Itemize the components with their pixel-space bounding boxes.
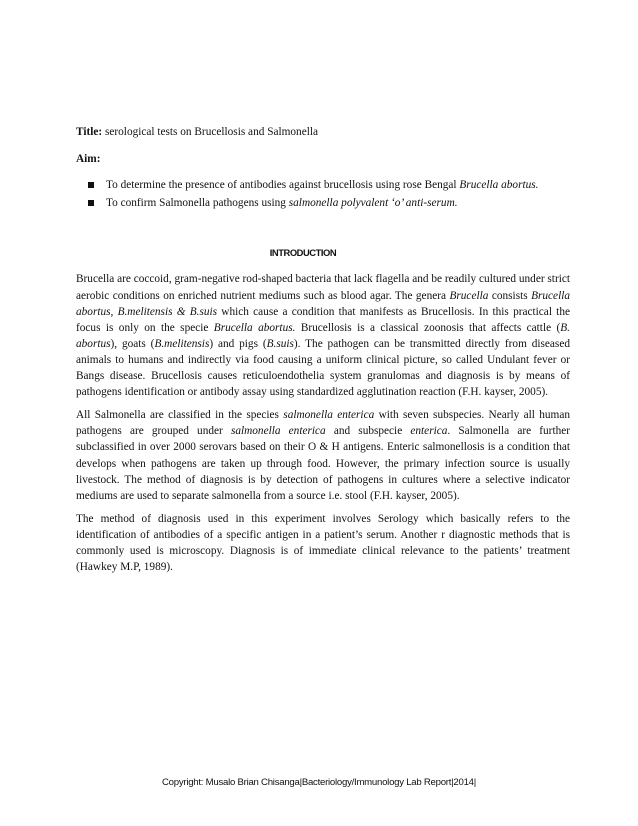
text-run: All Salmonella are classified in the species xyxy=(76,409,284,422)
introduction-heading: INTRODUCTION xyxy=(269,247,337,259)
title-line xyxy=(76,124,570,140)
italic-term: B.melitensis xyxy=(154,337,210,350)
paragraph-diagnosis: The method of diagnosis used in this experiment involves Serology which basically refers to the identification of antibodies of a specific antigen in a patient’s serum. Another r diagnostic methods that is commonly used is microscopy. Diagnosis is of immediate clinical relevance to the patients’ treatment (Hawkey M.P, 1989). xyxy=(76,512,570,574)
aim-text: To confirm Salmonella pathogens using xyxy=(106,197,289,210)
document-body xyxy=(76,124,570,582)
text-run: Brucellosis is a classical zoonosis that affects cattle ( xyxy=(295,321,561,334)
italic-term: Brucella abortus, B.melitensis & B.suis xyxy=(76,289,570,318)
text-run: and subspecie xyxy=(325,425,411,438)
aim-list xyxy=(76,177,570,211)
text-run: Brucella are coccoid, gram-negative rod-shaped bacteria that lack flagella and be readily cultured under strict aerobic conditions on enriched nutrient mediums such as blood agar. The genera xyxy=(76,273,571,302)
italic-term: B. abortus xyxy=(76,321,570,350)
text-run: ), goats ( xyxy=(110,337,155,350)
footer-copyright: Copyright: Musalo Brian Chisanga|Bacteriology/Immunology Lab Report|2014| xyxy=(162,777,476,788)
square-bullet-icon xyxy=(88,200,94,206)
aim-item xyxy=(76,195,570,211)
square-bullet-icon xyxy=(88,182,94,188)
title-text: serological tests on Brucellosis and Salmonella xyxy=(104,126,319,138)
text-run: . Salmonella are further subclassified in over 2000 serovars based on their O & H antigens. Enteric salmonellosis is a condition that develops when pathogens are taken up through food. However, the primary infection source is usually livestock. The method of diagnosis is by detection of pathogens in cultures where a selective indicator mediums are used to separate salmonella from a source i.e. stool (F.H. kayser, 2005). xyxy=(76,425,571,502)
paragraph-brucella xyxy=(76,271,570,400)
title-label: Title: xyxy=(76,126,103,138)
italic-term: B.suis xyxy=(266,337,294,350)
aim-italic: salmonella polyvalent ‘o’ anti-serum. xyxy=(288,197,458,210)
italic-term: Brucella abortus. xyxy=(213,321,296,334)
text-run: ). The pathogen can be transmitted directly from diseased animals to humans and indirectly via food causing a uniform clinical picture, so called Undulant fever or Bangs disease. Brucellosis causes reticuloendothelia system granulomas and diagnosis is by means of pathogens identification or antibody assay using standardized agglutination reaction (F.H. kayser, 2005). xyxy=(76,337,570,399)
italic-term: salmonella enterica xyxy=(283,409,375,422)
aim-italic: Brucella abortus. xyxy=(459,179,539,192)
paragraph-salmonella xyxy=(76,407,570,504)
aim-text: To determine the presence of antibodies against brucellosis using rose Bengal xyxy=(106,179,460,192)
italic-term: Brucella xyxy=(449,289,489,302)
italic-term: enterica xyxy=(410,425,448,438)
italic-term: salmonella enterica xyxy=(230,425,326,438)
text-run: ) and pigs ( xyxy=(209,337,267,350)
aim-label: Aim: xyxy=(76,153,101,166)
text-run: with seven subspecies. Nearly all human pathogens are grouped under xyxy=(76,409,570,438)
text-run: consists xyxy=(488,289,532,302)
aim-item xyxy=(76,177,570,193)
text-run: which cause a condition that manifests as Brucellosis. In this practical the focus is only on the specie xyxy=(76,305,570,334)
